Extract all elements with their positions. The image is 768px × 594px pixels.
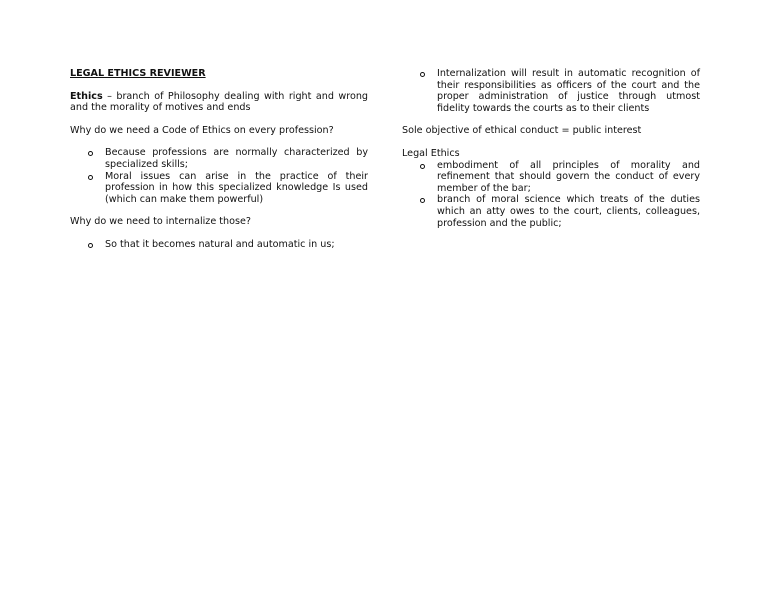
ethics-definition	[70, 91, 368, 114]
hollow-bullet-icon	[420, 72, 425, 77]
list-item-text: embodiment of all principles of morality and refinement that should govern the conduct of every member of the bar;	[437, 159, 700, 194]
hollow-bullet-icon	[420, 198, 425, 203]
question-internalize: Why do we need to internalize those?	[70, 216, 251, 228]
document-title: LEGAL ETHICS REVIEWER	[70, 68, 206, 79]
list-item-text: Moral issues can arise in the practice of their profession in how this specialized knowledge Is used (which can make them powerful)	[105, 170, 368, 205]
hollow-bullet-icon	[420, 164, 425, 169]
legal-ethics-list	[402, 160, 700, 230]
hollow-bullet-icon	[88, 151, 93, 156]
legal-ethics-heading: Legal Ethics	[402, 147, 460, 159]
list-item-text: Because professions are normally characterized by specialized skills;	[105, 147, 368, 170]
list-item-text: So that it becomes natural and automatic in us;	[105, 238, 335, 250]
hollow-bullet-icon	[88, 243, 93, 248]
list-item	[402, 194, 700, 229]
list-item	[402, 68, 700, 114]
right-column	[402, 68, 700, 240]
list-item	[70, 239, 368, 251]
list-item	[70, 147, 368, 170]
answers-code-of-ethics-list	[70, 147, 368, 205]
sole-objective-statement: Sole objective of ethical conduct = public interest	[402, 125, 642, 137]
question-code-of-ethics: Why do we need a Code of Ethics on every profession?	[70, 124, 334, 136]
answers-internalize-list-part-2	[402, 68, 700, 114]
list-item	[70, 171, 368, 206]
answers-internalize-list-part-1	[70, 239, 368, 251]
list-item-text: Internalization will result in automatic recognition of their responsibilities as officers of the court and the proper administration of justice through utmost fidelity towards the courts as to their clients	[437, 68, 700, 114]
left-column	[70, 68, 368, 262]
hollow-bullet-icon	[88, 175, 93, 180]
list-item-text: branch of moral science which treats of the duties which an atty owes to the court, clients, colleagues, profession and the public;	[437, 194, 700, 229]
list-item	[402, 160, 700, 195]
ethics-definition-text: – branch of Philosophy dealing with right and wrong and the morality of motives and ends	[70, 90, 368, 114]
ethics-term: Ethics	[70, 90, 103, 102]
